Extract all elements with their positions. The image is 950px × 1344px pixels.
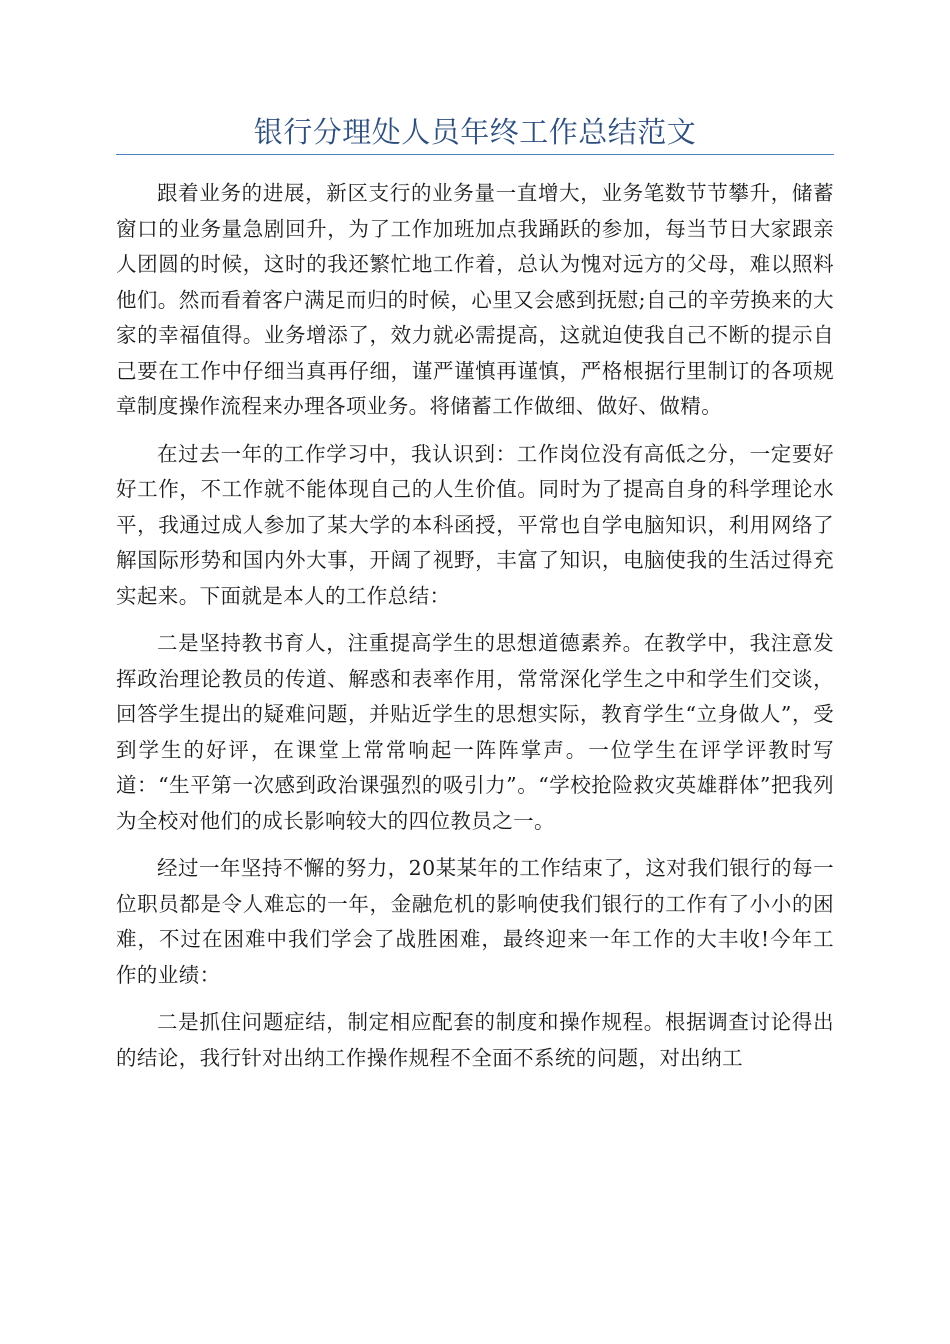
paragraph-2: 在过去一年的工作学习中，我认识到：工作岗位没有高低之分，一定要好好工作，不工作就不能体现自己的人生价值。同时为了提高自身的科学理论水平，我通过成人参加了某大学的本科函授，平常也自学电脑知识，利用网络了解国际形势和国内外大事，开阔了视野，丰富了知识，电脑使我的生活过得充实起来。下面就是本人的工作总结： bbox=[116, 441, 834, 608]
paragraph-3: 二是坚持教书育人，注重提高学生的思想道德素养。在教学中，我注意发挥政治理论教员的传道、解惑和表率作用，常常深化学生之中和学生们交谈，回答学生提出的疑难问题，并贴近学生的思想实际，教育学生“立身做人”，受到学生的好评，在课堂上常常响起一阵阵掌声。一位学生在评学评教时写道：“生平第一次感到政治课强烈的吸引力”。“学校抢险救灾英雄群体”把我列为全校对他们的成长影响较大的四位教员之一。 bbox=[116, 631, 834, 833]
paragraph-4: 经过一年坚持不懈的努力，20某某年的工作结束了，这对我们银行的每一位职员都是令人难忘的一年，金融危机的影响使我们银行的工作有了小小的困难，不过在困难中我们学会了战胜困难，最终迎来一年工作的大丰收!今年工作的业绩： bbox=[116, 856, 834, 987]
paragraph-1: 跟着业务的进展，新区支行的业务量一直增大，业务笔数节节攀升，储蓄窗口的业务量急剧回升，为了工作加班加点我踊跃的参加，每当节日大家跟亲人团圆的时候，这时的我还繁忙地工作着，总认为愧对远方的父母，难以照料他们。然而看着客户满足而归的时候，心里又会感到抚慰;自己的辛劳换来的大家的幸福值得。业务增添了，效力就必需提高，这就迫使我自己不断的提示自己要在工作中仔细当真再仔细，谨严谨慎再谨慎，严格根据行里制订的各项规章制度操作流程来办理各项业务。将储蓄工作做细、做好、做精。 bbox=[116, 181, 834, 418]
paragraph-5: 二是抓住问题症结，制定相应配套的制度和操作规程。根据调查讨论得出的结论，我行针对出纳工作操作规程不全面不系统的问题，对出纳工 bbox=[116, 1010, 834, 1070]
document-title: 银行分理处人员年终工作总结范文 bbox=[253, 115, 697, 149]
document-body bbox=[116, 176, 834, 1088]
title-underline bbox=[116, 154, 834, 155]
